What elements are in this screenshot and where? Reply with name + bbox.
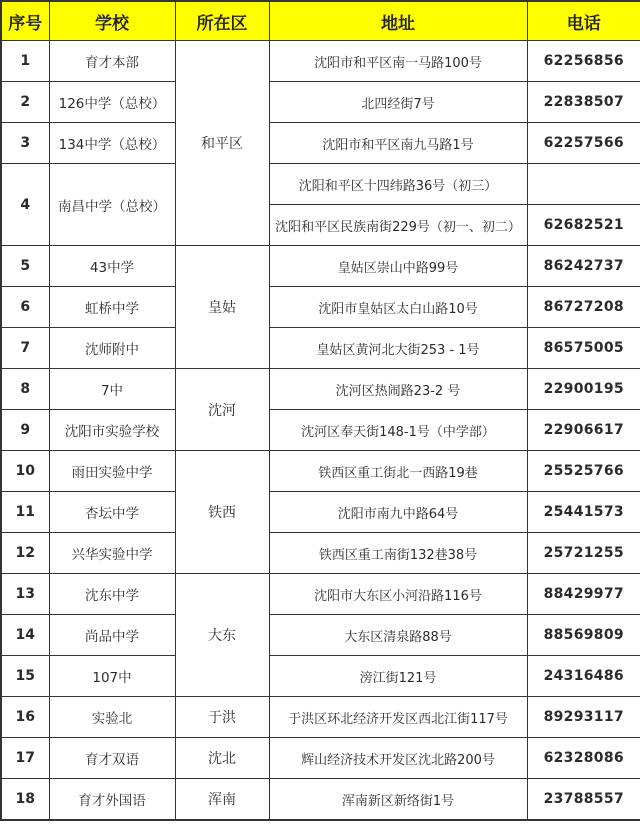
table-row: [1, 287, 640, 328]
cell-school: 7中: [49, 369, 175, 410]
cell-phone: 22900195: [527, 369, 640, 410]
cell-phone: 88429977: [527, 574, 640, 615]
cell-address: 沈阳市大东区小河沿路116号: [269, 574, 527, 615]
cell-phone: 22906617: [527, 410, 640, 451]
cell-address: 皇姑区崇山中路99号: [269, 246, 527, 287]
cell-address: 铁西区重工街北一西路19巷: [269, 451, 527, 492]
cell-address: 辉山经济技术开发区沈北路200号: [269, 738, 527, 779]
cell-district: 浑南: [175, 779, 269, 821]
table-row: [1, 369, 640, 410]
table-body: [1, 41, 640, 821]
table-row: [1, 123, 640, 164]
cell-index: 7: [1, 328, 49, 369]
cell-phone: 62328086: [527, 738, 640, 779]
cell-phone: 62682521: [527, 205, 640, 246]
cell-phone: 25441573: [527, 492, 640, 533]
cell-school: 43中学: [49, 246, 175, 287]
cell-phone: 22838507: [527, 82, 640, 123]
cell-index: 11: [1, 492, 49, 533]
cell-phone: [527, 164, 640, 205]
cell-district: 沈河: [175, 369, 269, 451]
header-index: 序号: [1, 1, 49, 41]
header-phone: 电话: [527, 1, 640, 41]
cell-school: 虹桥中学: [49, 287, 175, 328]
cell-index: 10: [1, 451, 49, 492]
header-school: 学校: [49, 1, 175, 41]
cell-address: 沈河区热闹路23-2 号: [269, 369, 527, 410]
cell-address: 沈阳市和平区南九马路1号: [269, 123, 527, 164]
table-row: [1, 82, 640, 123]
cell-phone: 62256856: [527, 41, 640, 82]
cell-school: 雨田实验中学: [49, 451, 175, 492]
cell-phone: 25525766: [527, 451, 640, 492]
table-row: [1, 246, 640, 287]
cell-index: 13: [1, 574, 49, 615]
table-row: [1, 451, 640, 492]
cell-district: 和平区: [175, 41, 269, 246]
cell-index: 5: [1, 246, 49, 287]
cell-school: 南昌中学（总校）: [49, 164, 175, 246]
header-address: 地址: [269, 1, 527, 41]
table-row: [1, 574, 640, 615]
cell-school: 育才本部: [49, 41, 175, 82]
table-row: [1, 492, 640, 533]
cell-index: 18: [1, 779, 49, 821]
table-row: [1, 533, 640, 574]
cell-school: 沈师附中: [49, 328, 175, 369]
cell-school: 实验北: [49, 697, 175, 738]
cell-address: 浑南新区新络街1号: [269, 779, 527, 821]
table-row: [1, 615, 640, 656]
cell-address: 皇姑区黄河北大街253 - 1号: [269, 328, 527, 369]
cell-address: 沈阳市和平区南一马路100号: [269, 41, 527, 82]
table-row: [1, 697, 640, 738]
cell-school: 尚品中学: [49, 615, 175, 656]
cell-school: 兴华实验中学: [49, 533, 175, 574]
cell-index: 15: [1, 656, 49, 697]
table-row: [1, 328, 640, 369]
cell-address: 滂江街121号: [269, 656, 527, 697]
table-row: [1, 779, 640, 821]
cell-phone: 88569809: [527, 615, 640, 656]
table-row: [1, 41, 640, 82]
cell-district: 大东: [175, 574, 269, 697]
cell-address: 沈阳市皇姑区太白山路10号: [269, 287, 527, 328]
cell-address: 铁西区重工南街132巷38号: [269, 533, 527, 574]
cell-phone: 86575005: [527, 328, 640, 369]
cell-index: 8: [1, 369, 49, 410]
cell-phone: 86727208: [527, 287, 640, 328]
cell-phone: 86242737: [527, 246, 640, 287]
cell-phone: 62257566: [527, 123, 640, 164]
table-row: [1, 410, 640, 451]
header-district: 所在区: [175, 1, 269, 41]
cell-address: 大东区清泉路88号: [269, 615, 527, 656]
cell-phone: 24316486: [527, 656, 640, 697]
cell-index: 6: [1, 287, 49, 328]
cell-phone: 23788557: [527, 779, 640, 821]
cell-school: 沈东中学: [49, 574, 175, 615]
cell-school: 育才外国语: [49, 779, 175, 821]
cell-index: 3: [1, 123, 49, 164]
table-header: [1, 1, 640, 41]
table-row: [1, 164, 640, 205]
cell-phone: 89293117: [527, 697, 640, 738]
cell-index: 9: [1, 410, 49, 451]
table-row: [1, 656, 640, 697]
cell-address: 沈阳和平区民族南街229号（初一、初二）: [269, 205, 527, 246]
cell-district: 铁西: [175, 451, 269, 574]
cell-address: 沈阳和平区十四纬路36号（初三）: [269, 164, 527, 205]
cell-school: 134中学（总校）: [49, 123, 175, 164]
cell-index: 4: [1, 164, 49, 246]
cell-index: 2: [1, 82, 49, 123]
cell-index: 1: [1, 41, 49, 82]
cell-school: 沈阳市实验学校: [49, 410, 175, 451]
cell-address: 于洪区环北经济开发区西北江街117号: [269, 697, 527, 738]
cell-index: 16: [1, 697, 49, 738]
table-row: [1, 738, 640, 779]
cell-district: 皇姑: [175, 246, 269, 369]
cell-school: 育才双语: [49, 738, 175, 779]
cell-district: 于洪: [175, 697, 269, 738]
cell-index: 17: [1, 738, 49, 779]
cell-school: 126中学（总校）: [49, 82, 175, 123]
cell-index: 12: [1, 533, 49, 574]
cell-school: 107中: [49, 656, 175, 697]
cell-district: 沈北: [175, 738, 269, 779]
cell-index: 14: [1, 615, 49, 656]
cell-address: 北四经街7号: [269, 82, 527, 123]
cell-phone: 25721255: [527, 533, 640, 574]
cell-address: 沈河区奉天街148-1号（中学部）: [269, 410, 527, 451]
header-row: [1, 1, 640, 41]
cell-address: 沈阳市南九中路64号: [269, 492, 527, 533]
cell-school: 杏坛中学: [49, 492, 175, 533]
